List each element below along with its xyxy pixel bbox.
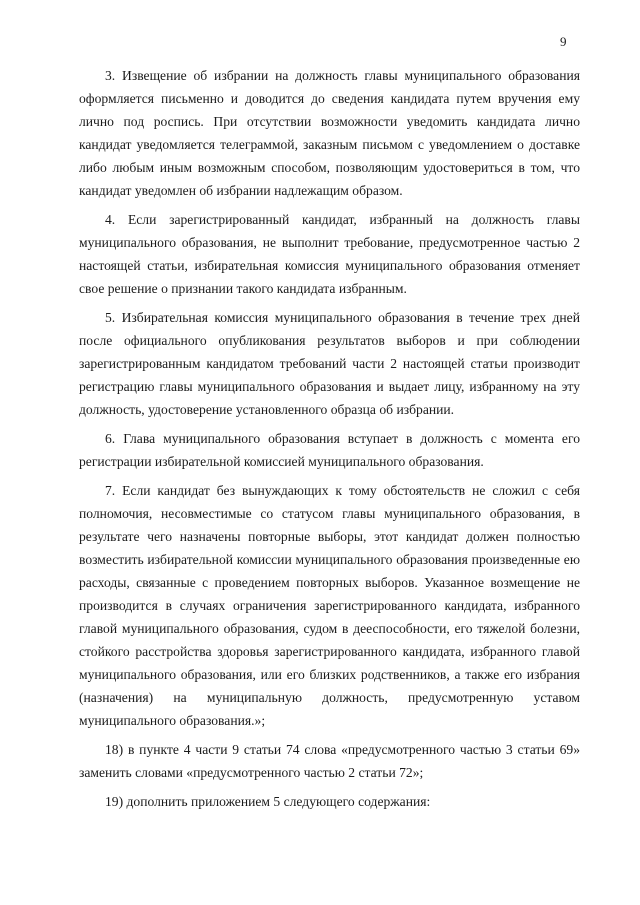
paragraph-item-7: 7. Если кандидат без вынуждающих к тому обстоятельств не сложил с себя полномочия, несовместимые со статусом главы муниципального образования, в результате чего назначены повторные выборы, этот кандидат должен полностью возместить избирательной комиссии муниципального образования произведенные ею расходы, связанные с проведением повторных выборов. Указанное возмещение не производится в случаях ограничения зарегистрированного кандидата, избранного главой муниципального образования, судом в дееспособности, его тяжелой болезни, стойкого расстройства здоровья зарегистрированного кандидата, избранного главой муниципального образования, или его близких родственников, а также его избрания (назначения) на муниципальную должность, предусмотренную уставом муниципального образования.»;	[79, 483, 580, 728]
paragraph-item-3: 3. Извещение об избрании на должность главы муниципального образования оформляется письменно и доводится до сведения кандидата путем вручения ему лично под роспись. При отсутствии возможности уведомить кандидата лично кандидат уведомляется телеграммой, заказным письмом с уведомлением о доставке либо любым иным возможным способом, позволяющим удостовериться в том, что кандидат уведомлен об избрании надлежащим образом.	[79, 68, 580, 198]
paragraph-item-4: 4. Если зарегистрированный кандидат, избранный на должность главы муниципального образования, не выполнит требование, предусмотренное частью 2 настоящей статьи, избирательная комиссия муниципального образования отменяет свое решение о признании такого кандидата избранным.	[79, 212, 580, 296]
page-number: 9	[560, 34, 567, 49]
document-body	[79, 64, 580, 819]
amendment-item-19: 19) дополнить приложением 5 следующего содержания:	[105, 794, 431, 809]
amendment-item-18: 18) в пункте 4 части 9 статьи 74 слова «предусмотренного частью 3 статьи 69» заменить словами «предусмотренного частью 2 статьи 72»;	[79, 742, 580, 780]
paragraph-item-6: 6. Глава муниципального образования вступает в должность с момента его регистрации избирательной комиссией муниципального образования.	[79, 431, 580, 469]
paragraph-item-5: 5. Избирательная комиссия муниципального образования в течение трех дней после официального опубликования результатов выборов и при соблюдении зарегистрированным кандидатом требований части 2 настоящей статьи производит регистрацию главы муниципального образования и выдает лицу, избранному на эту должность, удостоверение установленного образца об избрании.	[79, 310, 580, 417]
